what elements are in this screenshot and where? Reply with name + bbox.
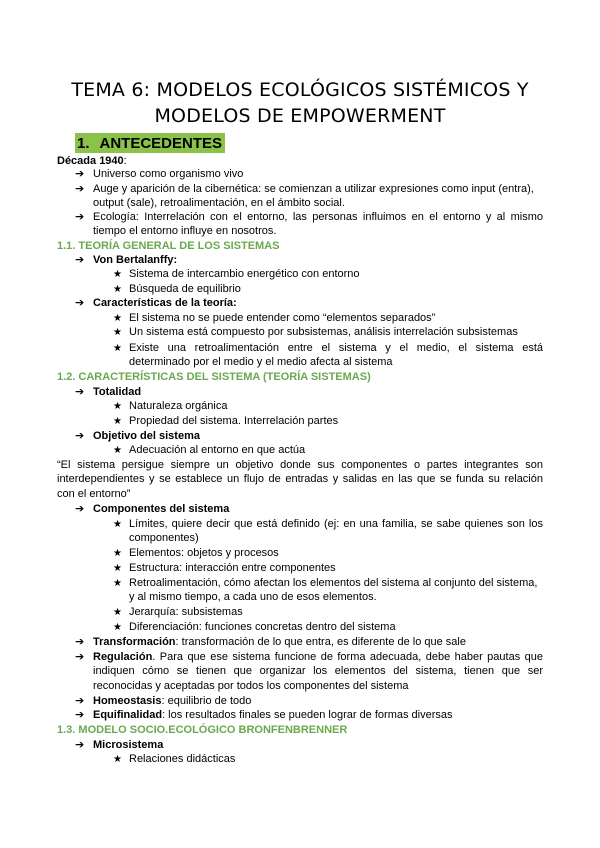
section-heading-antecedentes [75, 133, 225, 153]
list-item: Diferenciación: funciones concretas dentro del sistema [129, 621, 396, 633]
page-title-line-2: MODELOS DE EMPOWERMENT [154, 105, 446, 127]
list-item: Límites, quiere decir que está definido (ej: en una familia, se sabe quienes son los [129, 518, 543, 530]
star-bullet-icon: ★ [113, 578, 122, 589]
transformacion-text: : transformación de lo que entra, es diferente de lo que sale [175, 636, 466, 648]
list-item: Elementos: objetos y procesos [129, 547, 279, 559]
arrow-bullet-icon: ➔ [75, 709, 85, 721]
microsistema-label: Microsistema [93, 739, 164, 751]
quote-line: “El sistema persigue siempre un objetivo donde sus componentes o partes integrantes son [57, 459, 543, 471]
star-bullet-icon: ★ [113, 401, 122, 412]
transformacion-label: Transformación [93, 636, 176, 648]
list-item: Búsqueda de equilibrio [129, 283, 241, 295]
list-item: Naturaleza orgánica [129, 400, 228, 412]
totalidad-label: Totalidad [93, 386, 142, 398]
arrow-bullet-icon: ➔ [75, 254, 85, 266]
regulacion-item [93, 651, 543, 664]
subsection-heading-1-2: 1.2. CARACTERÍSTICAS DEL SISTEMA (TEORÍA SISTEMAS) [57, 371, 371, 383]
caracteristicas-label: Características de la teoría: [93, 297, 237, 309]
list-item: Existe una retroalimentación entre el sistema y el medio, el sistema está [129, 342, 543, 354]
decada-heading [57, 155, 127, 168]
list-item-continuation: componentes) [129, 532, 199, 544]
homeostasis-item [93, 695, 251, 708]
list-item: Adecuación al entorno en que actúa [129, 444, 306, 456]
list-item-continuation: determinado por el medio y el medio afecta al sistema [129, 356, 393, 368]
decada-suffix: : [123, 155, 127, 167]
arrow-bullet-icon: ➔ [75, 183, 85, 195]
equifinalidad-text: : los resultados finales se pueden lograr de formas diversas [162, 709, 453, 721]
list-item-continuation: reconocidas y aceptadas por todos los componentes del sistema [93, 680, 409, 692]
star-bullet-icon: ★ [113, 313, 122, 324]
star-bullet-icon: ★ [113, 519, 122, 530]
arrow-bullet-icon: ➔ [75, 695, 85, 707]
list-item: Sistema de intercambio energético con entorno [129, 268, 360, 280]
subsection-heading-1-1: 1.1. TEORÍA GENERAL DE LOS SISTEMAS [57, 240, 280, 252]
bertalanffy-label: Von Bertalanffy: [93, 254, 178, 266]
list-item: El sistema no se puede entender como “elementos separados” [129, 312, 436, 324]
star-bullet-icon: ★ [113, 607, 122, 618]
list-item: Jerarquía: subsistemas [129, 606, 243, 618]
equifinalidad-item [93, 709, 453, 722]
quote-line: interdependientes y se establece un flujo de entradas y salidas en las que se funda su relación [57, 473, 543, 485]
arrow-bullet-icon: ➔ [75, 386, 85, 398]
list-item: Propiedad del sistema. Interrelación partes [129, 415, 339, 427]
star-bullet-icon: ★ [113, 445, 122, 456]
star-bullet-icon: ★ [113, 754, 122, 765]
star-bullet-icon: ★ [113, 327, 122, 338]
regulacion-text: . Para que ese sistema funcione de forma adecuada, debe haber pautas que [152, 651, 543, 663]
star-bullet-icon: ★ [113, 622, 122, 633]
subsection-heading-1-3: 1.3. MODELO SOCIO.ECOLÓGICO BRONFENBRENNER [57, 724, 348, 736]
componentes-label: Componentes del sistema [93, 503, 230, 515]
arrow-bullet-icon: ➔ [75, 503, 85, 515]
equifinalidad-label: Equifinalidad [93, 709, 163, 721]
homeostasis-label: Homeostasis [93, 695, 162, 707]
list-item: Estructura: interacción entre componentes [129, 562, 336, 574]
section-number: 1. [77, 135, 90, 152]
objetivo-label: Objetivo del sistema [93, 430, 200, 442]
arrow-bullet-icon: ➔ [75, 211, 85, 223]
star-bullet-icon: ★ [113, 563, 122, 574]
list-item: Un sistema está compuesto por subsistemas, análisis interrelación subsistemas [129, 326, 518, 338]
star-bullet-icon: ★ [113, 416, 122, 427]
list-item-continuation: output (sale), retroalimentación, en el ámbito social. [93, 197, 345, 209]
quote-line: con el entorno” [57, 488, 131, 500]
star-bullet-icon: ★ [113, 269, 122, 280]
star-bullet-icon: ★ [113, 343, 122, 354]
list-item: Auge y aparición de la cibernética: se comienzan a utilizar expresiones como input (entra), [93, 183, 534, 195]
section-label: ANTECEDENTES [99, 135, 223, 152]
list-item: Universo como organismo vivo [93, 168, 244, 180]
page-title-line-1: TEMA 6: MODELOS ECOLÓGICOS SISTÉMICOS Y [71, 79, 529, 101]
regulacion-label: Regulación [93, 651, 153, 663]
homeostasis-text: : equilibrio de todo [161, 695, 252, 707]
star-bullet-icon: ★ [113, 284, 122, 295]
list-item-continuation: y al mismo tiempo, a cada uno de esos elementos. [129, 591, 377, 603]
list-item-continuation: indiquen cómo se tienen que organizar los elementos del sistema, tienen que ser [93, 665, 543, 677]
star-bullet-icon: ★ [113, 548, 122, 559]
list-item: Ecología: Interrelación con el entorno, las personas influimos en el entorno y al mismo [93, 211, 543, 223]
arrow-bullet-icon: ➔ [75, 297, 85, 309]
list-item: Relaciones didácticas [129, 753, 236, 765]
decada-label: Década 1940 [57, 155, 124, 167]
list-item-continuation: tiempo el entorno influye en nosotros. [93, 225, 277, 237]
transformacion-item [93, 636, 466, 649]
list-item: Retroalimentación, cómo afectan los elementos del sistema al conjunto del sistema, [129, 577, 538, 589]
arrow-bullet-icon: ➔ [75, 168, 85, 180]
arrow-bullet-icon: ➔ [75, 651, 85, 663]
arrow-bullet-icon: ➔ [75, 739, 85, 751]
arrow-bullet-icon: ➔ [75, 430, 85, 442]
arrow-bullet-icon: ➔ [75, 636, 85, 648]
